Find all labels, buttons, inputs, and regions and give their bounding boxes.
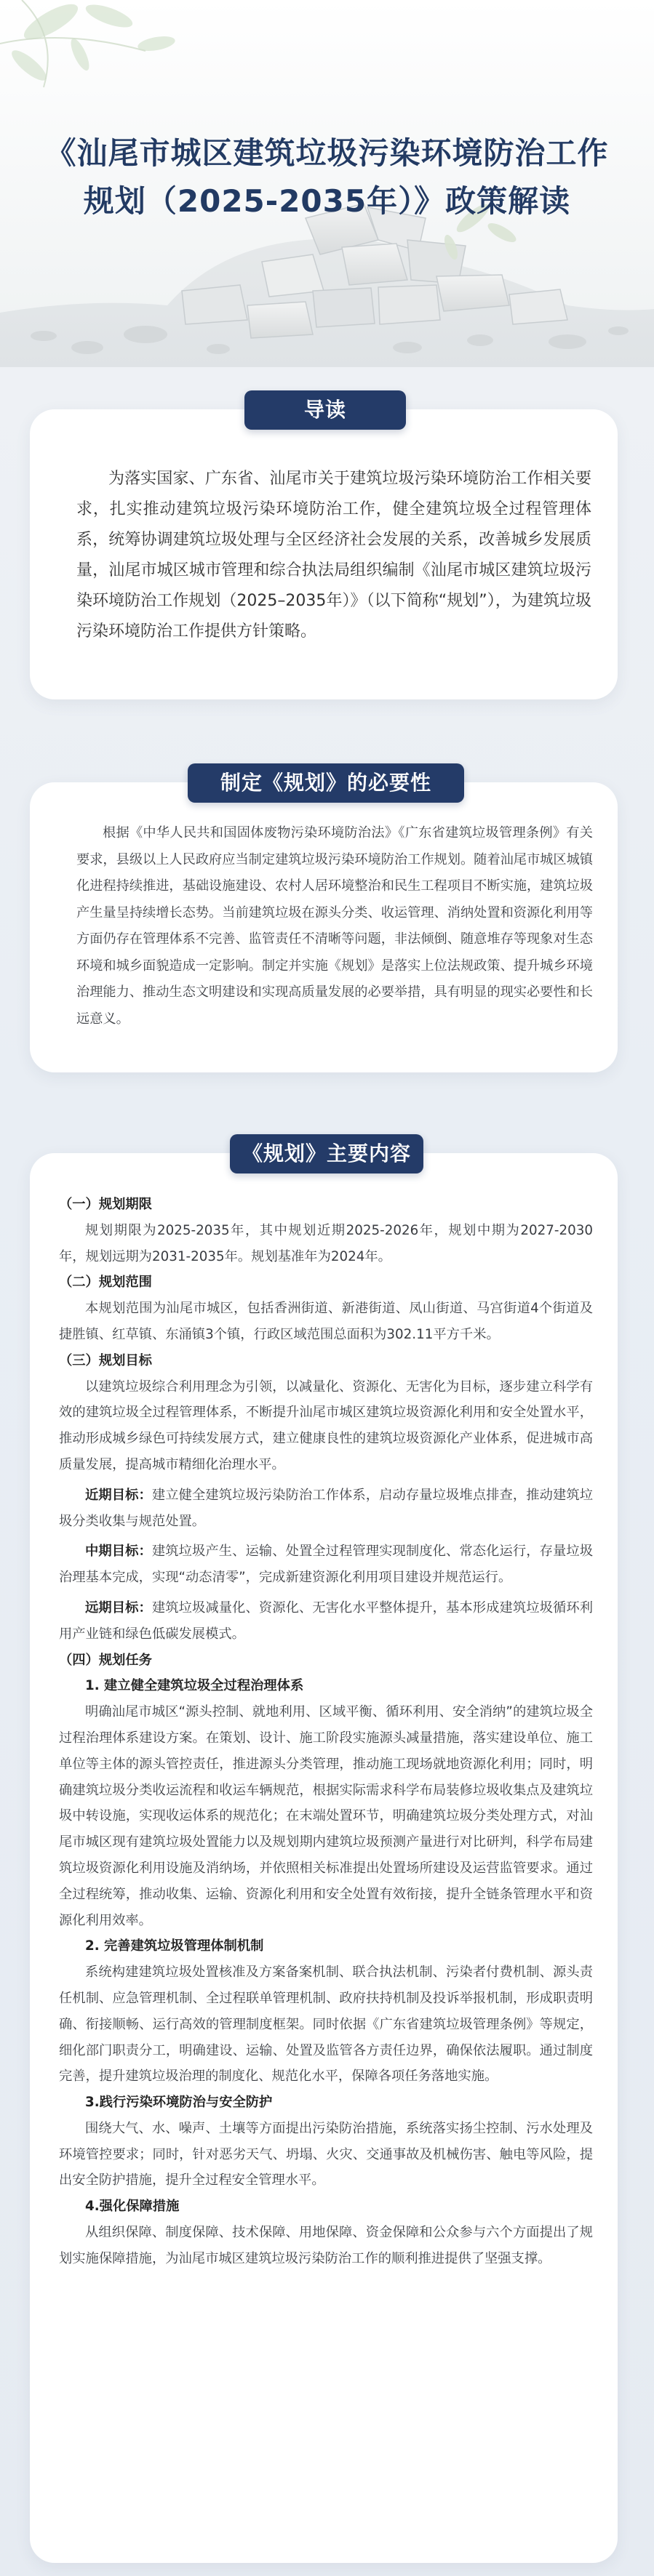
goal-far-text: 建筑垃圾减量化、资源化、无害化水平整体提升，基本形成建筑垃圾循环利用产业链和绿色低碳发展模式。 xyxy=(59,1600,594,1642)
goal-mid-text: 建筑垃圾产生、运输、处置全过程管理实现制度化、常态化运行，存量垃圾治理基本完成，实现“动态清零”，完成新建资源化利用项目建设并规范运行。 xyxy=(59,1544,594,1586)
goal-far-label: 远期目标： xyxy=(85,1600,152,1616)
section-scope-text: 本规划范围为汕尾市城区，包括香洲街道、新港街道、凤山街道、马宫街道4个街道及捷胜镇、红草镇、东涌镇3个镇，行政区域范围总面积为302.11平方千米。 xyxy=(59,1301,593,1342)
goal-near-label: 近期目标： xyxy=(85,1487,152,1503)
goal-mid xyxy=(59,1538,593,1591)
goal-far xyxy=(59,1595,593,1648)
page-title-line1: 《汕尾市城区建筑垃圾污染环境防治工作 xyxy=(45,135,609,171)
main-content-card xyxy=(30,1153,618,2563)
task1-text: 明确汕尾市城区“源头控制、就地利用、区域平衡、循环利用、安全消纳”的建筑垃圾全过程治理体系建设方案。在策划、设计、施工阶段实施源头减量措施，落实建设单位、施工单位等主体的源头管控责任，推进源头分类管理，推动施工现场就地资源化利用；同时，明确建筑垃圾分类收运流程和收运车辆规范，根据实际需求科学布局装修垃圾收集点及建筑垃圾中转设施，实现收运体系的规范化；在末端处置环节，明确建筑垃圾分类处理方式，对汕尾市城区现有建筑垃圾处置能力以及规划期内建筑垃圾预测产量进行对比研判，科学布局建筑垃圾资源化利用设施及消纳场，并依照相关标准提出处置场所建设及运营监管要求。通过全过程统筹，推动收集、运输、资源化利用和安全处置有效衔接，提升全链条管理水平和资源化利用效率。 xyxy=(59,1704,593,1928)
task1-title: 1. 建立健全建筑垃圾全过程治理体系 xyxy=(85,1678,304,1694)
section-scope-title: （二）规划范围 xyxy=(59,1275,152,1291)
section-goals-text: 以建筑垃圾综合利用理念为引领，以减量化、资源化、无害化为目标，逐步建立科学有效的建筑垃圾全过程管理体系，不断提升汕尾市城区建筑垃圾资源化利用和安全处置水平，推动形成城乡绿色可持续发展方式，建立健康良性的建筑垃圾资源化产业体系，促进城市高质量发展，提高城市精细化治理水平。 xyxy=(59,1379,593,1472)
task3-title: 3.践行污染环境防治与安全防护 xyxy=(85,2095,273,2111)
intro-text: 为落实国家、广东省、汕尾市关于建筑垃圾污染环境防治工作相关要求，扎实推动建筑垃圾污染环境防治工作，健全建筑垃圾全过程管理体系，统筹协调建筑垃圾处理与全区经济社会发展的关系，改善城乡发展质量，汕尾市城区城市管理和综合执法局组织编制《汕尾市城区建筑垃圾污染环境防治工作规划（2025–2035年）》（以下简称“规划”），为建筑垃圾污染环境防治工作提供方针策略。 xyxy=(76,470,591,641)
goal-near xyxy=(59,1482,593,1535)
main-content-body xyxy=(59,1192,593,2272)
goal-near-text: 建立健全建筑垃圾污染防治工作体系，启动存量垃圾堆点排查，推动建筑垃圾分类收集与规范处置。 xyxy=(59,1487,594,1529)
necessity-badge: 制定《规划》的必要性 xyxy=(188,763,464,803)
section-goals-title: （三）规划目标 xyxy=(59,1352,152,1368)
page-title-line2: 规划（2025-2035年）》政策解读 xyxy=(83,183,571,219)
section-tasks-title: （四）规划任务 xyxy=(59,1652,152,1668)
intro-badge: 导读 xyxy=(244,390,406,430)
page-title xyxy=(0,129,654,225)
goal-mid-label: 中期目标： xyxy=(85,1544,152,1560)
task4-title: 4.强化保障措施 xyxy=(85,2199,180,2215)
intro-card xyxy=(30,409,618,699)
task3-text: 围绕大气、水、噪声、土壤等方面提出污染防治措施，系统落实扬尘控制、污水处理及环境管控要求；同时，针对恶劣天气、坍塌、火灾、交通事故及机械伤害、触电等风险，提出安全防护措施，提升全过程安全管理水平。 xyxy=(59,2120,593,2188)
section-term-title: （一）规划期限 xyxy=(59,1197,152,1212)
main-content-badge: 《规划》主要内容 xyxy=(230,1134,423,1173)
task4-text: 从组织保障、制度保障、技术保障、用地保障、资金保障和公众参与六个方面提出了规划实施保障措施，为汕尾市城区建筑垃圾污染防治工作的顺利推进提供了坚强支撑。 xyxy=(59,2225,593,2266)
necessity-card xyxy=(30,782,618,1072)
task2-title: 2. 完善建筑垃圾管理体制机制 xyxy=(85,1938,264,1954)
section-term-text: 规划期限为2025-2035年，其中规划近期2025-2026年，规划中期为2027-2030年，规划远期为2031-2035年。规划基准年为2024年。 xyxy=(59,1222,593,1264)
task2-text: 系统构建建筑垃圾处置核准及方案备案机制、联合执法机制、污染者付费机制、源头责任机制、应急管理机制、全过程联单管理机制、政府扶持机制及投诉举报机制，形成职责明确、衔接顺畅、运行高效的管理制度框架。同时依据《广东省建筑垃圾管理条例》等规定，细化部门职责分工，明确建设、运输、处置及监管各方责任边界，确保依法履职。通过制度完善，提升建筑垃圾治理的制度化、规范化水平，保障各项任务落地实施。 xyxy=(59,1965,593,2085)
necessity-text: 根据《中华人民共和国固体废物污染环境防治法》《广东省建筑垃圾管理条例》有关要求，县级以上人民政府应当制定建筑垃圾污染环境防治工作规划。随着汕尾市城区城镇化进程持续推进，基础设施建设、农村人居环境整治和民生工程项目不断实施，建筑垃圾产生量呈持续增长态势。当前建筑垃圾在源头分类、收运管理、消纳处置和资源化利用等方面仍存在管理体系不完善、监管责任不清晰等问题，非法倾倒、随意堆存等现象对生态环境和城乡面貌造成一定影响。制定并实施《规划》是落实上位法规政策、提升城乡环境治理能力、推动生态文明建设和实现高质量发展的必要举措，具有明显的现实必要性和长远意义。 xyxy=(76,825,593,1027)
hero-banner xyxy=(0,0,654,367)
